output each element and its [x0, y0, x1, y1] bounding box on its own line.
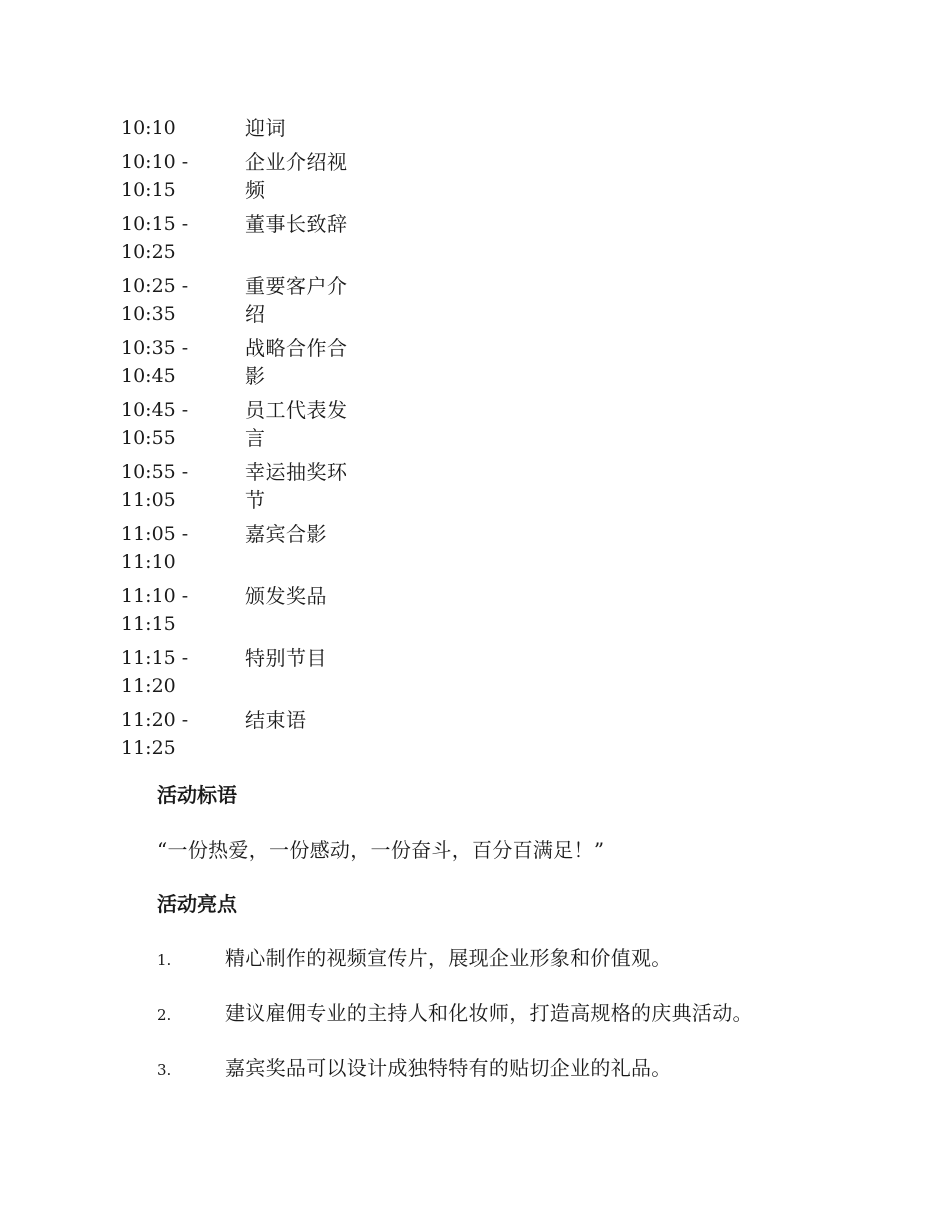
schedule-time [121, 114, 245, 142]
schedule-event: 结束语 [245, 708, 307, 732]
schedule-time [121, 272, 245, 328]
list-number: 1. [157, 951, 172, 969]
schedule-time [121, 148, 245, 204]
time-start: 11:10 - [121, 585, 189, 607]
schedule-row [121, 396, 381, 452]
schedule-time [121, 520, 245, 576]
time-start: 10:15 - [121, 213, 189, 235]
list-text: 精心制作的视频宣传片，展现企业形象和价值观。 [225, 946, 672, 970]
time-end: 11:10 [121, 551, 176, 573]
time-end: 10:35 [121, 303, 176, 325]
list-number: 2. [157, 1006, 172, 1024]
schedule-time [121, 210, 245, 266]
schedule-event: 幸运抽奖环节 [245, 460, 348, 512]
time-start: 10:25 - [121, 275, 189, 297]
schedule-time [121, 458, 245, 514]
schedule-event: 企业介绍视频 [245, 150, 348, 202]
schedule-row [121, 114, 381, 142]
list-text: 建议雇佣专业的主持人和化妆师，打造高规格的庆典活动。 [225, 1001, 753, 1025]
schedule-event: 战略合作合影 [245, 336, 348, 388]
schedule-row [121, 210, 381, 266]
highlights-heading: 活动亮点 [157, 892, 237, 916]
schedule-time [121, 334, 245, 390]
slogan-text: “一份热爱，一份感动，一份奋斗，百分百满足！” [157, 838, 605, 862]
schedule-row [121, 644, 381, 700]
schedule-row [121, 520, 381, 576]
schedule-event: 董事长致辞 [245, 212, 348, 236]
schedule-event: 迎词 [245, 116, 286, 140]
time-start: 11:15 - [121, 647, 189, 669]
schedule-time [121, 582, 245, 638]
list-item [157, 1054, 917, 1109]
time-start: 11:05 - [121, 523, 189, 545]
time-start: 11:20 - [121, 709, 189, 731]
schedule-table [121, 114, 381, 768]
time-end: 11:05 [121, 489, 176, 511]
schedule-row [121, 272, 381, 328]
schedule-event: 重要客户介绍 [245, 274, 348, 326]
time-start: 10:35 - [121, 337, 189, 359]
schedule-event: 颁发奖品 [245, 584, 327, 608]
schedule-row [121, 148, 381, 204]
highlights-list [157, 944, 917, 1109]
schedule-time [121, 396, 245, 452]
time-end: 11:20 [121, 675, 176, 697]
time-start: 10:10 - [121, 151, 189, 173]
schedule-time [121, 644, 245, 700]
schedule-row [121, 334, 381, 390]
time-end: 11:25 [121, 737, 176, 759]
time-end: 10:55 [121, 427, 176, 449]
slogan-heading: 活动标语 [157, 783, 237, 807]
schedule-row [121, 582, 381, 638]
time-start: 10:10 [121, 117, 176, 139]
schedule-time [121, 706, 245, 762]
time-end: 10:45 [121, 365, 176, 387]
list-text: 嘉宾奖品可以设计成独特特有的贴切企业的礼品。 [225, 1056, 672, 1080]
list-item [157, 999, 917, 1054]
time-start: 10:55 - [121, 461, 189, 483]
list-number: 3. [157, 1061, 172, 1079]
time-start: 10:45 - [121, 399, 189, 421]
schedule-event: 员工代表发言 [245, 398, 348, 450]
list-item [157, 944, 917, 999]
schedule-row [121, 458, 381, 514]
schedule-event: 特别节目 [245, 646, 327, 670]
time-end: 11:15 [121, 613, 176, 635]
schedule-event: 嘉宾合影 [245, 522, 327, 546]
schedule-row [121, 706, 381, 762]
time-end: 10:25 [121, 241, 176, 263]
time-end: 10:15 [121, 179, 176, 201]
